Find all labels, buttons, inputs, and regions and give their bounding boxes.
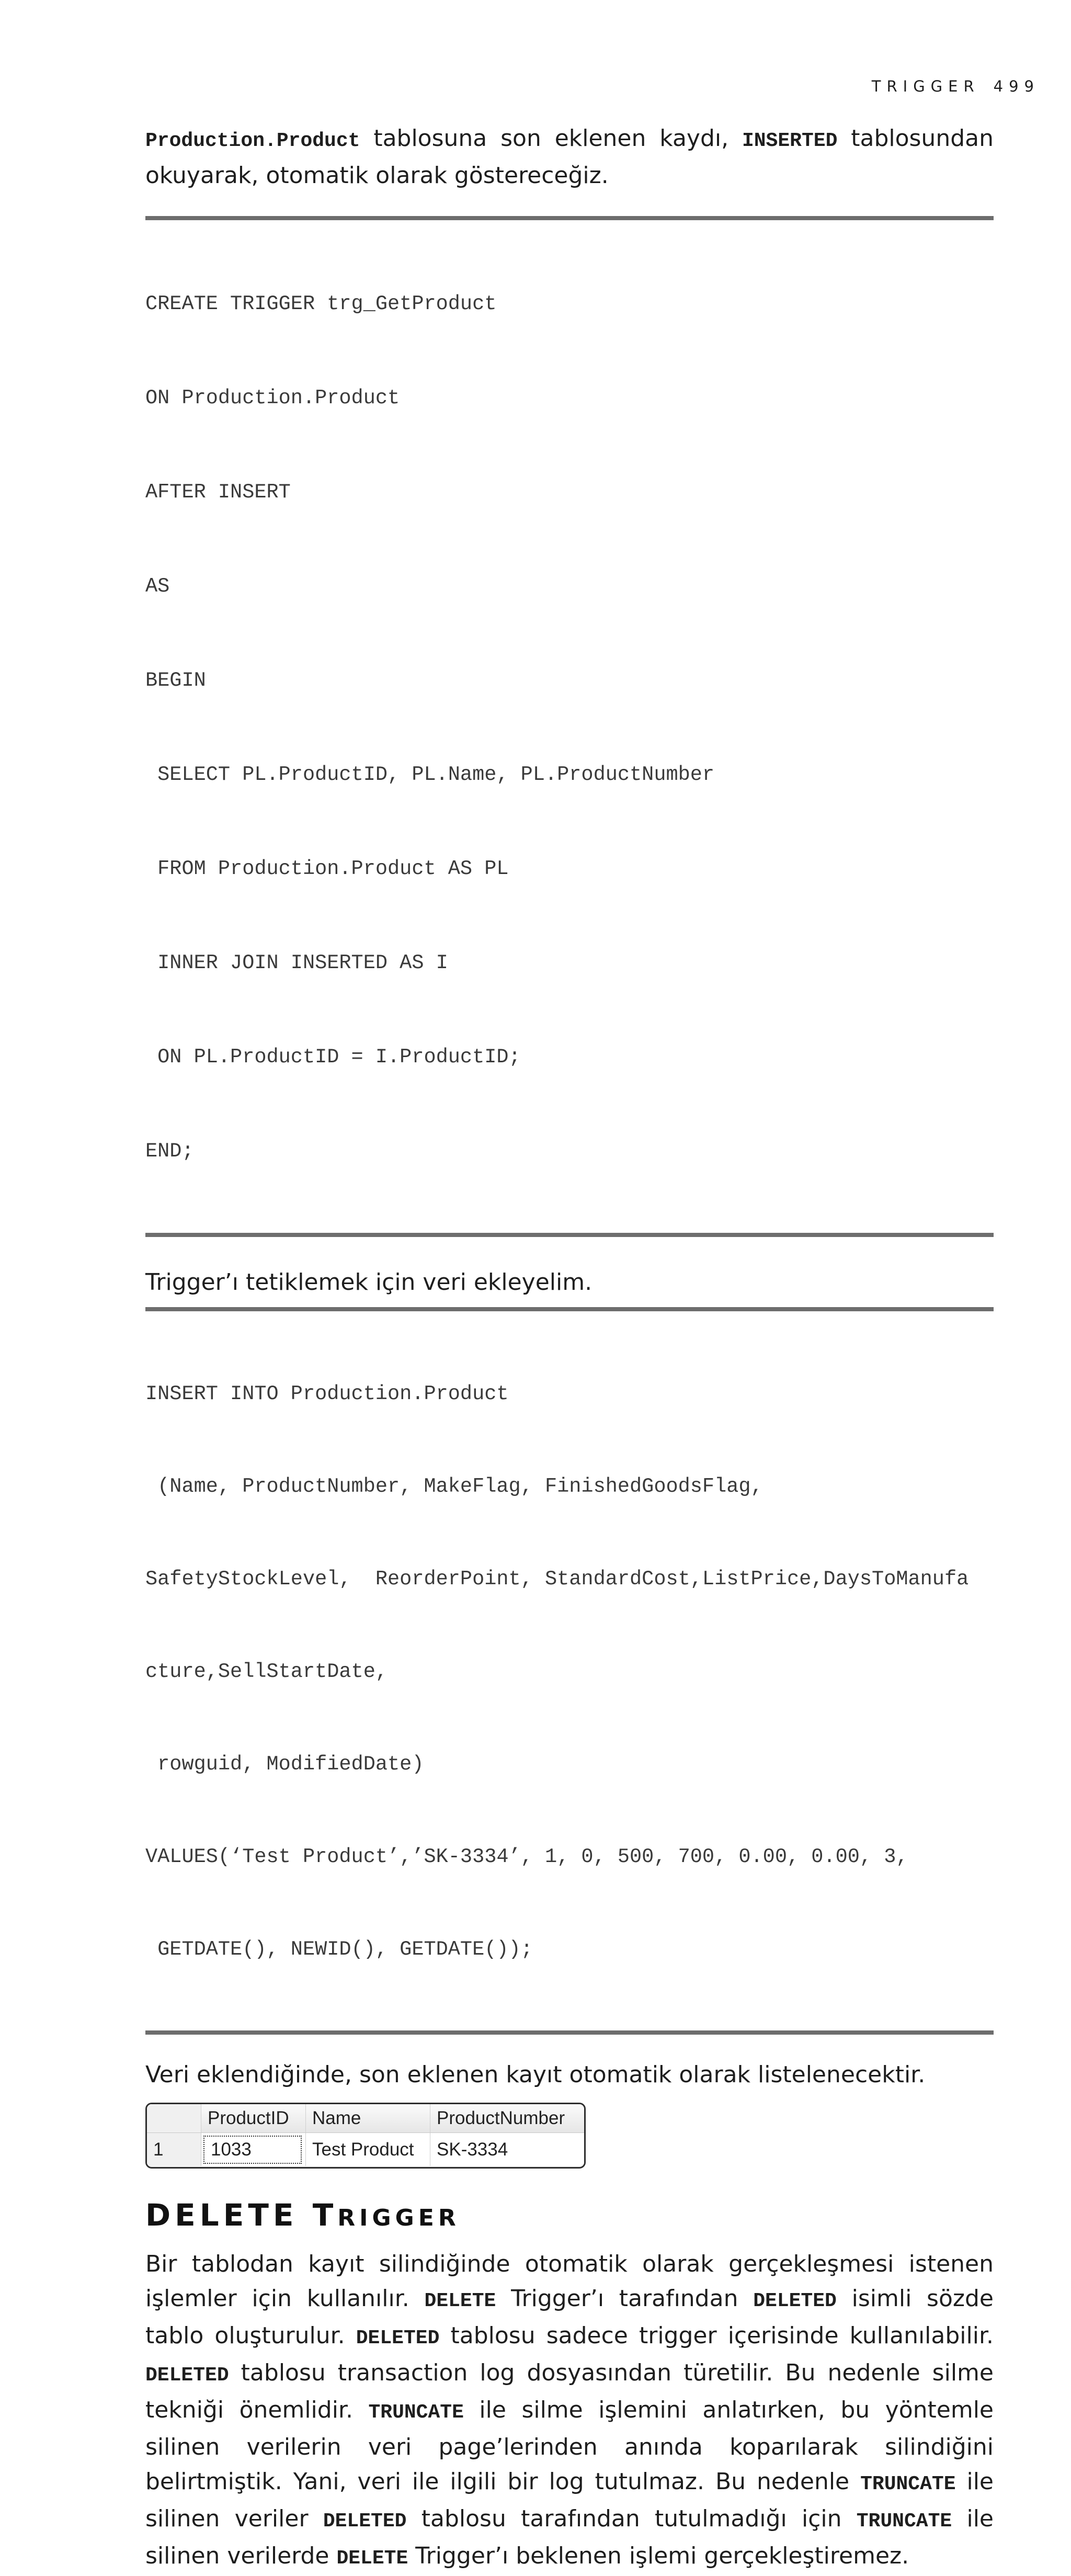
code-rule-top [145, 1307, 994, 1311]
code-rule-top [145, 216, 994, 220]
code-rule-bottom [145, 2030, 994, 2035]
body-text: Trigger’ı tarafından [496, 2285, 754, 2312]
code-line: GETDATE(), NEWID(), GETDATE()); [145, 1938, 533, 1961]
page-number: 499 [993, 77, 1040, 95]
code-line: AFTER INSERT [145, 481, 291, 504]
code-line: ON Production.Product [145, 387, 400, 410]
grid-header-cell[interactable]: ProductID [201, 2104, 306, 2132]
body-text: tablosu transaction log dosyasından türetilir. Bu nedenle silme tekniği önemlidir. [145, 2359, 994, 2423]
code-line: CREATE TRIGGER trg_GetProduct [145, 292, 497, 315]
result-grid [145, 2103, 586, 2169]
inline-code: INSERTED [742, 130, 838, 152]
running-title: TRIGGER [871, 77, 980, 95]
body-paragraph [145, 2247, 994, 2576]
body-text: ile silinen veriler [145, 2468, 994, 2532]
body-text: Bir tablodan kayıt silindiğinde otomatik olarak gerçekleşmesi istenen işlemler için kullanılır. [145, 2251, 994, 2312]
grid-header-cell [147, 2104, 201, 2132]
body-text: ile silme işlemini anlatırken, bu yöntemle silinen verilerin veri page’lerinden anında koparılarak silindiğini belirtmiştik. Yani, veri ile ilgili bir log tutulmaz. Bu nedenle [145, 2397, 994, 2495]
code-line: AS [145, 575, 170, 598]
trigger-paragraph: Trigger’ı tetiklemek için veri ekleyelim. [145, 1269, 593, 1296]
code-line: cture,SellStartDate, [145, 1660, 388, 1683]
grid-row[interactable] [147, 2133, 584, 2166]
grid-row-number[interactable]: 1 [147, 2133, 201, 2166]
code-line: (Name, ProductNumber, MakeFlag, FinishedGoodsFlag, [145, 1475, 763, 1498]
grid-header-cell[interactable]: ProductNumber [437, 2108, 565, 2128]
grid-cell-value: 1033 [203, 2136, 302, 2164]
page-content [145, 121, 994, 2576]
code-line: ON PL.ProductID = I.ProductID; [145, 1046, 521, 1069]
section-heading [145, 2197, 994, 2237]
body-text: isimli sözde tablo oluşturulur. [145, 2285, 994, 2349]
code-rule-bottom [145, 1233, 994, 1237]
code-line: SafetyStockLevel, ReorderPoint, StandardCost,ListPrice,DaysToManufa [145, 1568, 969, 1591]
code-line: INSERT INTO Production.Product [145, 1382, 509, 1405]
grid-cell[interactable]: SK-3334 [437, 2139, 508, 2160]
body-text: tablosu tarafından tutulmadığı için [406, 2505, 857, 2532]
body-text: Trigger’ı beklenen işlemi gerçekleştiremez. [408, 2543, 909, 2569]
inline-code: DELETE [424, 2290, 496, 2312]
body-text: tablosu sadece trigger içerisinde kullanılabilir. [439, 2322, 994, 2349]
code-block-create-trigger [145, 220, 994, 1233]
grid-header-cell[interactable]: Name [306, 2104, 430, 2132]
inline-code: TRUNCATE [856, 2510, 952, 2533]
inline-code: DELETED [323, 2510, 407, 2533]
code-line: BEGIN [145, 669, 206, 692]
code-line: VALUES(‘Test Product’,’SK-3334’, 1, 0, 500, 700, 0.00, 0.00, 3, [145, 1845, 908, 1868]
intro-text-2: tablosundan okuyarak, otomatik olarak göstereceğiz. [145, 125, 994, 189]
code-line: INNER JOIN INSERTED AS I [145, 951, 448, 974]
intro-paragraph [145, 121, 994, 193]
intro-text-1: tablosuna son eklenen kaydı, [360, 125, 742, 152]
inline-code: Production.Product [145, 130, 360, 152]
code-line: rowguid, ModifiedDate) [145, 1753, 424, 1776]
grid-cell[interactable]: Test Product [306, 2133, 430, 2166]
inline-code: DELETED [145, 2364, 229, 2387]
inline-code: DELETED [356, 2327, 440, 2350]
code-line: SELECT PL.ProductID, PL.Name, PL.ProductNumber [145, 763, 715, 786]
inline-code: DELETED [753, 2290, 837, 2312]
inline-code: TRUNCATE [860, 2473, 956, 2495]
inline-code: TRUNCATE [368, 2401, 464, 2424]
grid-cell[interactable] [201, 2133, 306, 2166]
section-heading-part2: RIGGER [337, 2205, 460, 2231]
code-block-insert [145, 1311, 994, 2030]
code-line: FROM Production.Product AS PL [145, 857, 509, 880]
result-paragraph: Veri eklendiğinde, son eklenen kayıt otomatik olarak listelenecektir. [145, 2061, 926, 2088]
inline-code: DELETE [336, 2547, 408, 2570]
body-text: ile silinen verilerde [145, 2505, 994, 2569]
running-header [872, 77, 1040, 95]
grid-header-row [147, 2104, 584, 2133]
section-heading-part1: DELETE T [145, 2197, 338, 2233]
code-line: END; [145, 1140, 194, 1163]
